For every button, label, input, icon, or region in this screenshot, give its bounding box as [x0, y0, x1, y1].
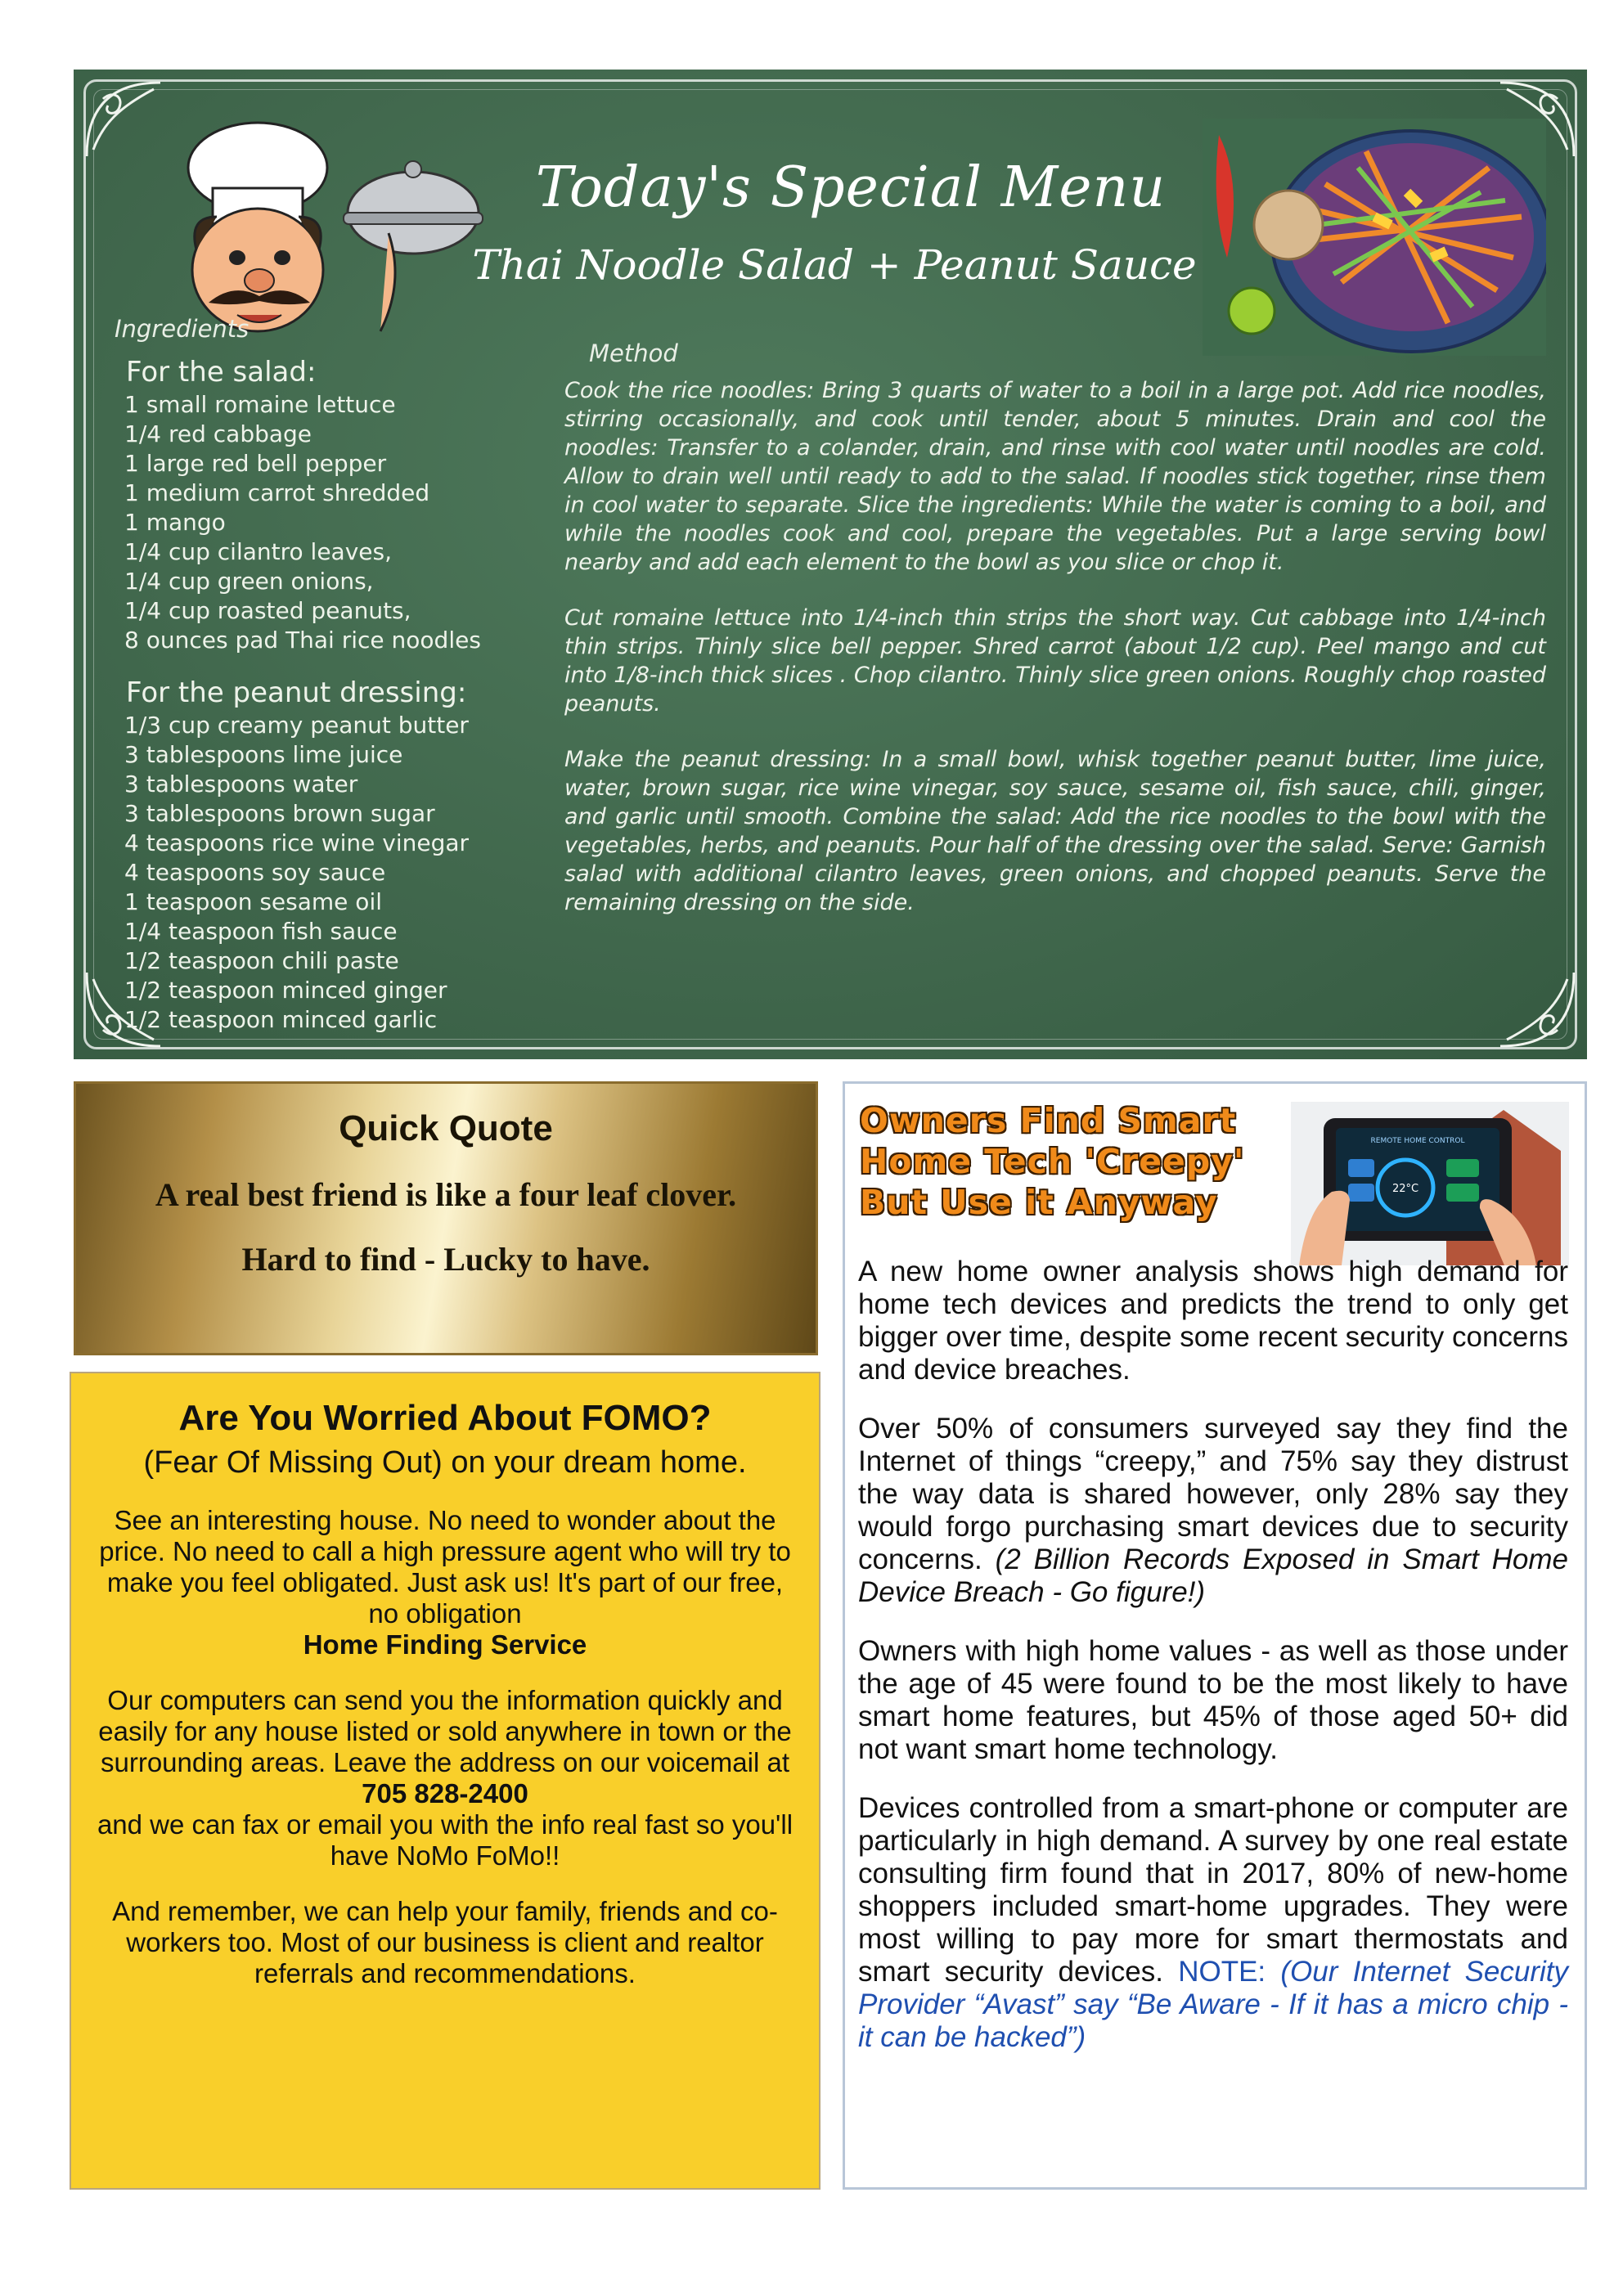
list-item: 3 tablespoons water — [124, 771, 358, 798]
article-paragraph: Owners with high home values - as well as those under the age of 45 were found to be the most likely to have smart home features, but 45% of those aged 50+ did not want smart home technology. — [858, 1635, 1568, 1765]
method-text — [564, 376, 1546, 944]
list-item: 1/2 teaspoon minced ginger — [124, 977, 447, 1004]
list-item: 1/3 cup creamy peanut butter — [124, 712, 469, 739]
list-item: 3 tablespoons lime juice — [124, 741, 403, 768]
note-label: NOTE: — [1178, 1956, 1266, 1988]
list-item: 1/2 teaspoon chili paste — [124, 947, 399, 974]
list-item: 1 small romaine lettuce — [124, 391, 396, 418]
ingredients-heading: Ingredients — [115, 315, 250, 343]
note-text: (Our Internet Security Provider “Avast” say “Be Aware - If it has a micro chip - it can be hacked”) — [858, 1956, 1568, 2053]
list-item: 1 medium carrot shredded — [124, 479, 430, 506]
article-paragraph: A new home owner analysis shows high demand for home tech devices and predicts the trend to only get bigger over time, despite some recent security concerns and device breaches. — [858, 1256, 1568, 1386]
list-item: 3 tablespoons brown sugar — [124, 800, 435, 827]
fomo-text: and we can fax or email you with the info real fast so you'll have NoMo FoMo!! — [97, 1809, 794, 1871]
salad-bowl-icon — [1203, 119, 1546, 356]
article-paragraph — [858, 1413, 1568, 1609]
method-heading: Method — [589, 339, 678, 367]
ingredients-list — [124, 357, 615, 1035]
fomo-paragraph — [96, 1505, 794, 1660]
list-item: 4 teaspoons soy sauce — [124, 859, 386, 886]
fomo-text: See an interesting house. No need to wonder about the price. No need to call a high pressure agent who will try to make you feel obligated. Just ask us! It's part of our free, no obligation — [99, 1505, 791, 1629]
list-item: 1 large red bell pepper — [124, 450, 387, 477]
method-paragraph: Make the peanut dressing: In a small bowl, whisk together peanut butter, lime juice, water, brown sugar, rice wine vinegar, soy sauce, sesame oil, fish sauce, chili, ginger, and garlic until smooth. Combine the salad: Add the rice noodles to the bowl with the vegetables, herbs, and peanuts. Pour half of the dressing over the salad. Serve: Garnish salad with additional cilantro leaves, green onions, and chopped peanuts. Serve the remaining dressing on the side. — [564, 747, 1546, 915]
tablet-title: REMOTE HOME CONTROL — [1370, 1137, 1465, 1145]
list-item: 1 mango — [124, 509, 226, 536]
smart-home-article — [843, 1081, 1587, 2190]
fomo-paragraph — [96, 1896, 794, 1989]
list-item: 1/4 teaspoon fish sauce — [124, 918, 398, 945]
recipe-subtitle: Thai Noodle Salad + Peanut Sauce — [472, 241, 1197, 289]
fomo-title: Are You Worried About FOMO? — [178, 1398, 712, 1438]
article-paragraph — [858, 1792, 1568, 2054]
tablet-remote-control-icon — [1291, 1102, 1569, 1265]
dressing-heading: For the peanut dressing: — [126, 676, 467, 709]
method-paragraph: Cut romaine lettuce into 1/4-inch thin strips the short way. Cut cabbage into 1/4-inch thin strips. Thinly slice bell pepper. Shred carrot (about 1/2 cup). Peel mango and cut into 1/8-inch thick slices . Chop cilantro. Thinly slice green onions. Roughly chop roasted peanuts. — [564, 605, 1546, 717]
list-item: 1/4 cup roasted peanuts, — [124, 597, 411, 624]
article-body — [858, 1256, 1568, 2054]
fomo-box — [70, 1372, 820, 2190]
list-item: 1/4 red cabbage — [124, 420, 312, 447]
article-aside: (2 Billion Records Exposed in Smart Home Device Breach - Go figure!) — [858, 1543, 1568, 1608]
quote-line: A real best friend is like a four leaf clover. — [155, 1176, 737, 1213]
fomo-text: And remember, we can help your family, friends and co-workers too. Most of our business is client and realtor referrals and recommendations. — [112, 1896, 778, 1988]
fomo-paragraph — [96, 1685, 794, 1871]
list-item: 1/4 cup green onions, — [124, 568, 374, 595]
article-text: Over 50% of consumers surveyed say they find the Internet of things “creepy,” and 75% say they distrust the way data is shared however, only 28% say they would forgo purchasing smart devices due to security concerns. — [858, 1413, 1568, 1575]
quote-line: Hard to find - Lucky to have. — [241, 1241, 650, 1278]
method-paragraph: Cook the rice noodles: Bring 3 quarts of water to a boil in a large pot. Add rice noodles, stirring occasionally, and cook until tender, about 5 minutes. Drain and cool the noodles: Transfer to a colander, drain, and rinse with cool water until noodles are cold. Allow to drain well until ready to add to the salad. If noodles stick together, rinse them in cool water to separate. Slice the ingredients: While the water is coming to a boil, and while the noodles cook and cool, prepare the vegetables. Put a large serving bowl nearby and add each element to the bowl as you slice or chop it. — [564, 378, 1546, 575]
list-item: 8 ounces pad Thai rice noodles — [124, 627, 481, 654]
list-item: 1 teaspoon sesame oil — [124, 888, 382, 915]
recipe-title: Today's Special Menu — [535, 155, 1167, 220]
recipe-chalkboard — [74, 70, 1587, 1059]
article-text: Devices controlled from a smart-phone or computer are particularly in high demand. A survey by one real estate consulting firm found that in 2017, 80% of new-home shoppers included smart-home upgrades. They were most willing to pay more for smart thermostats and smart security devices. — [858, 1792, 1568, 1988]
list-item: 4 teaspoons rice wine vinegar — [124, 829, 470, 856]
phone-number[interactable]: 705 828-2400 — [362, 1778, 528, 1808]
fomo-subtitle: (Fear Of Missing Out) on your dream home. — [143, 1445, 747, 1480]
flourish-corner-icon — [1492, 964, 1582, 1054]
article-headline: Owners Find Smart Home Tech 'Creepy' But Use it Anyway — [860, 1101, 1245, 1222]
list-item: 1/2 teaspoon minced garlic — [124, 1006, 438, 1033]
fomo-text: Our computers can send you the information quickly and easily for any house listed or sold anywhere in town or the surrounding areas. Leave the address on our voicemail at — [98, 1685, 792, 1777]
quick-quote-plate — [74, 1081, 818, 1355]
quote-title: Quick Quote — [339, 1108, 553, 1148]
salad-heading: For the salad: — [126, 356, 317, 389]
service-name: Home Finding Service — [303, 1629, 587, 1660]
tablet-temperature: 22°C — [1391, 1183, 1419, 1195]
list-item: 1/4 cup cilantro leaves, — [124, 538, 392, 565]
